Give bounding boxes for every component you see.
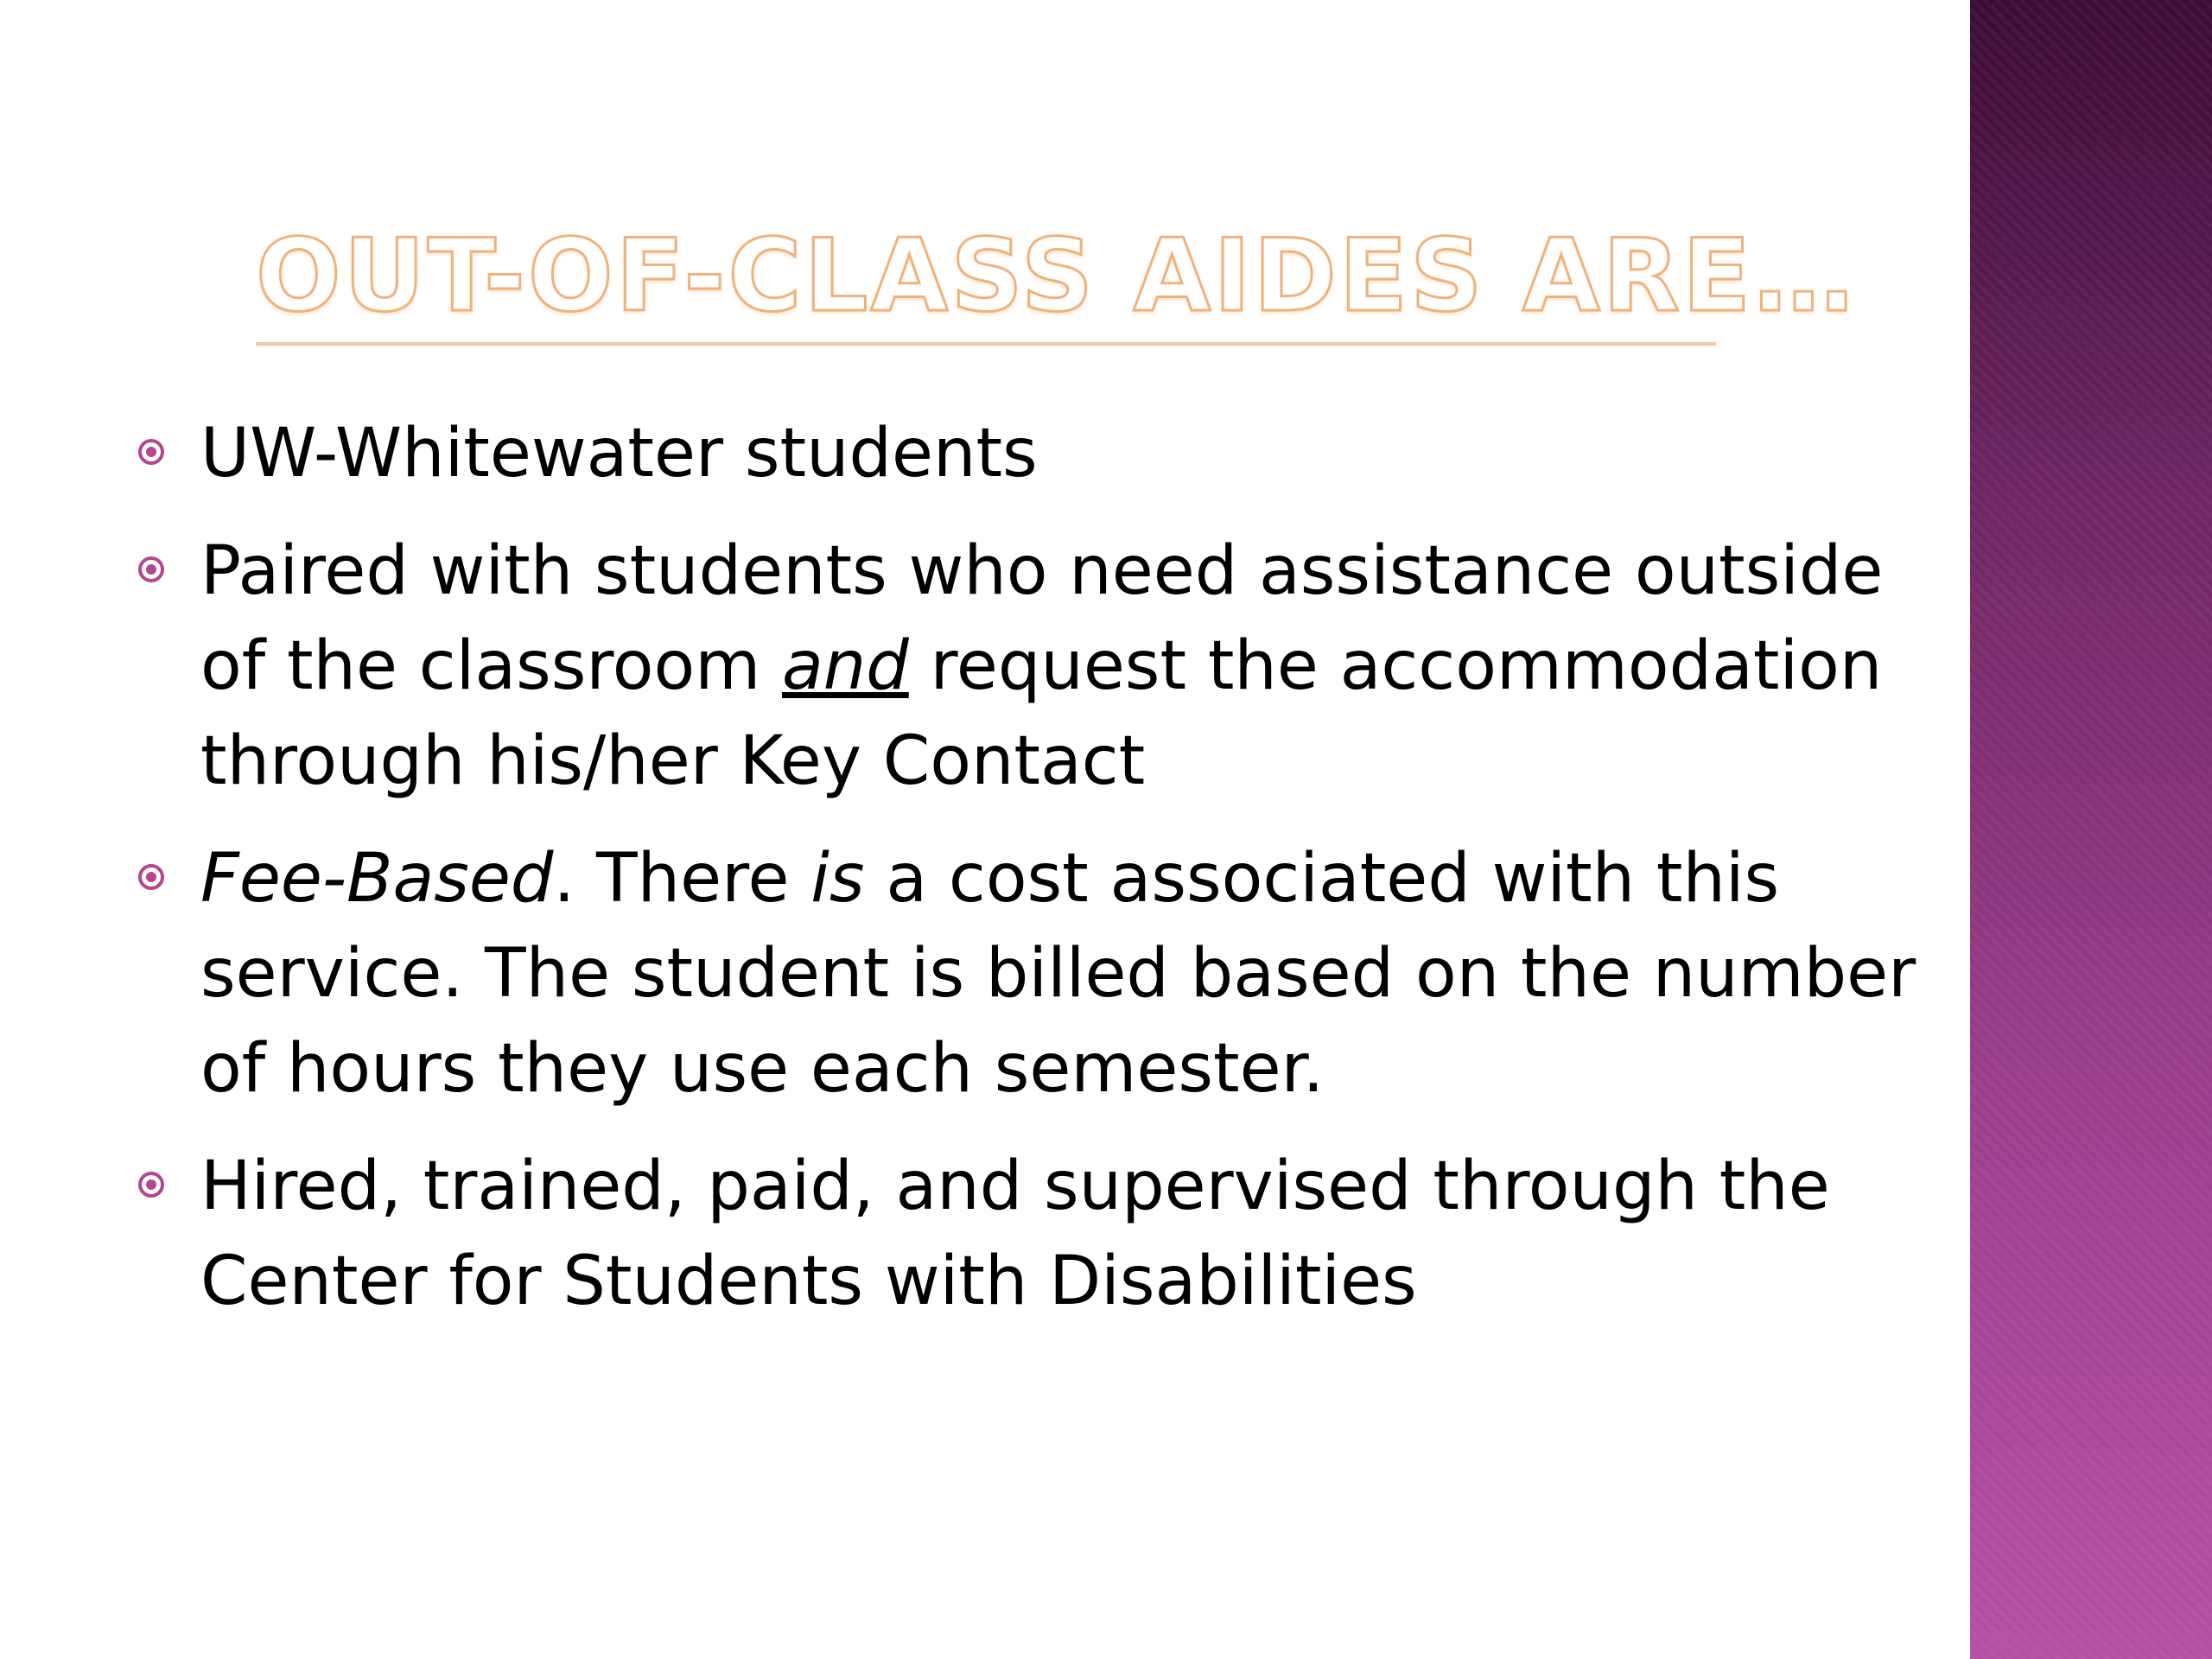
list-item (138, 524, 1936, 809)
bullet-emphasis: and (781, 627, 909, 705)
decorative-side-band (1970, 0, 2212, 1659)
bullet-text-post: a cost associated with this service. The student is billed based on the number of hours they use each semester. (200, 840, 1916, 1108)
list-item (138, 831, 1936, 1116)
list-item (138, 1139, 1936, 1329)
radio-bullet-icon (138, 1172, 164, 1198)
bullet-text-mid: . There (553, 840, 811, 918)
slide-title: OUT-OF-CLASS AIDES ARE… (256, 218, 1857, 334)
radio-bullet-icon (138, 864, 164, 890)
title-underline (256, 342, 1716, 346)
bullet-text-pre: Paired with students who need assistance outside of the classroom (200, 532, 1884, 705)
bullet-list (138, 406, 1936, 1351)
bullet-emphasis-is: is (810, 840, 865, 918)
radio-bullet-icon (138, 439, 164, 465)
bullet-text: Hired, trained, paid, and supervised through the Center for Students with Disabilities (200, 1147, 1830, 1320)
bullet-emphasis-fee-based: Fee-Based (200, 840, 554, 918)
list-item (138, 406, 1936, 501)
radio-bullet-icon (138, 556, 164, 582)
bullet-text: UW-Whitewater students (200, 415, 1038, 493)
bullet-text-post: request the accommodation through his/her Key Contact (200, 627, 1883, 800)
